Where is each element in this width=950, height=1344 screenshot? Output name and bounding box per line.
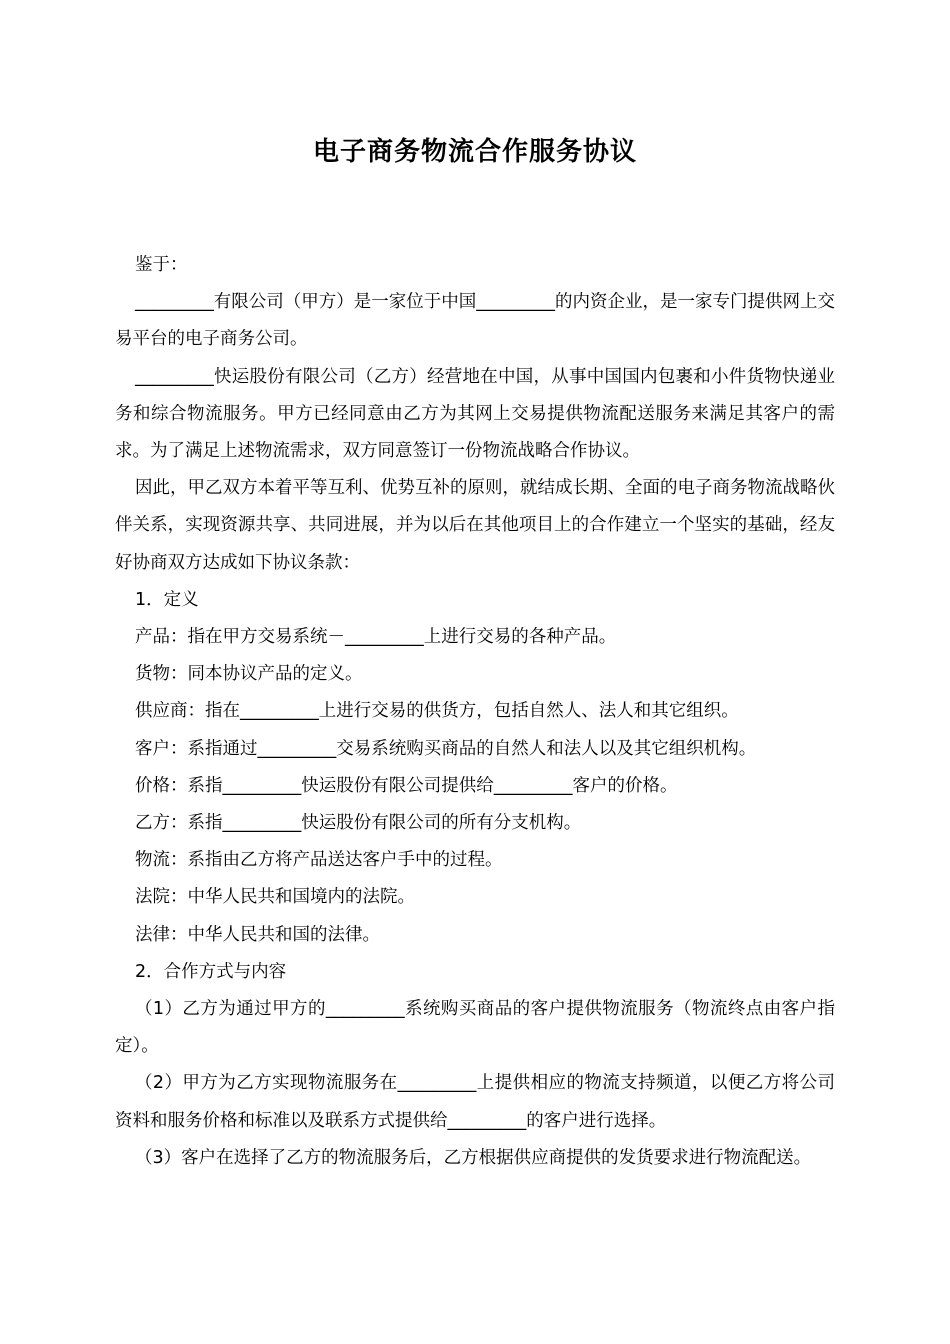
clause-2-1: （1）乙方为通过甲方的_________系统购买商品的客户提供物流服务（物流终点由客户指定）。: [115, 999, 835, 1057]
definition-party-b: 乙方：系指_________快运股份有限公司的所有分支机构。: [135, 813, 582, 834]
document-title: 电子商务物流合作服务协议: [312, 137, 637, 167]
document-body: [115, 247, 835, 1177]
definition-court: 法院：中华人民共和国境内的法院。: [135, 887, 415, 908]
definition-goods: 货物：同本协议产品的定义。: [135, 664, 363, 685]
definition-logistics: 物流：系指由乙方将产品送达客户手中的过程。: [135, 850, 503, 871]
section-heading-cooperation: 2．合作方式与内容: [135, 961, 287, 982]
section-heading-definitions: 1．定义: [135, 589, 199, 610]
definition-price: 价格：系指_________快运股份有限公司提供给_________客户的价格。: [135, 775, 678, 796]
definition-product: 产品：指在甲方交易系统－_________上进行交易的各种产品。: [135, 627, 617, 648]
definition-supplier: 供应商：指在_________上进行交易的供货方，包括自然人、法人和其它组织。: [135, 701, 739, 722]
clause-2-3: （3）客户在选择了乙方的物流服务后，乙方根据供应商提供的发货要求进行物流配送。: [135, 1147, 812, 1168]
paragraph-party-b: _________快运股份有限公司（乙方）经营地在中国，从事中国国内包裹和小件货物快递业务和综合物流服务。甲方已经同意由乙方为其网上交易提供物流配送服务来满足其客户的需求。为了满足上述物流需求，双方同意签订一份物流战略合作协议。: [115, 366, 835, 462]
clause-2-2: （2）甲方为乙方实现物流服务在_________上提供相应的物流支持频道，以便乙方将公司资料和服务价格和标准以及联系方式提供给_________的客户进行选择。: [115, 1073, 835, 1131]
paragraph-therefore: 因此，甲乙双方本着平等互利、优势互补的原则，就结成长期、全面的电子商务物流战略伙伴关系，实现资源共享、共同进展，并为以后在其他项目上的合作建立一个坚实的基础，经友好协商双方达成如下协议条款：: [115, 478, 835, 573]
definition-customer: 客户：系指通过_________交易系统购买商品的自然人和法人以及其它组织机构。: [135, 738, 757, 759]
paragraph-whereas: 鉴于：: [135, 255, 188, 275]
definition-law: 法律：中华人民共和国的法律。: [135, 924, 380, 945]
paragraph-party-a: _________有限公司（甲方）是一家位于中国_________的内资企业，是一家专门提供网上交易平台的电子商务公司。: [115, 292, 835, 350]
